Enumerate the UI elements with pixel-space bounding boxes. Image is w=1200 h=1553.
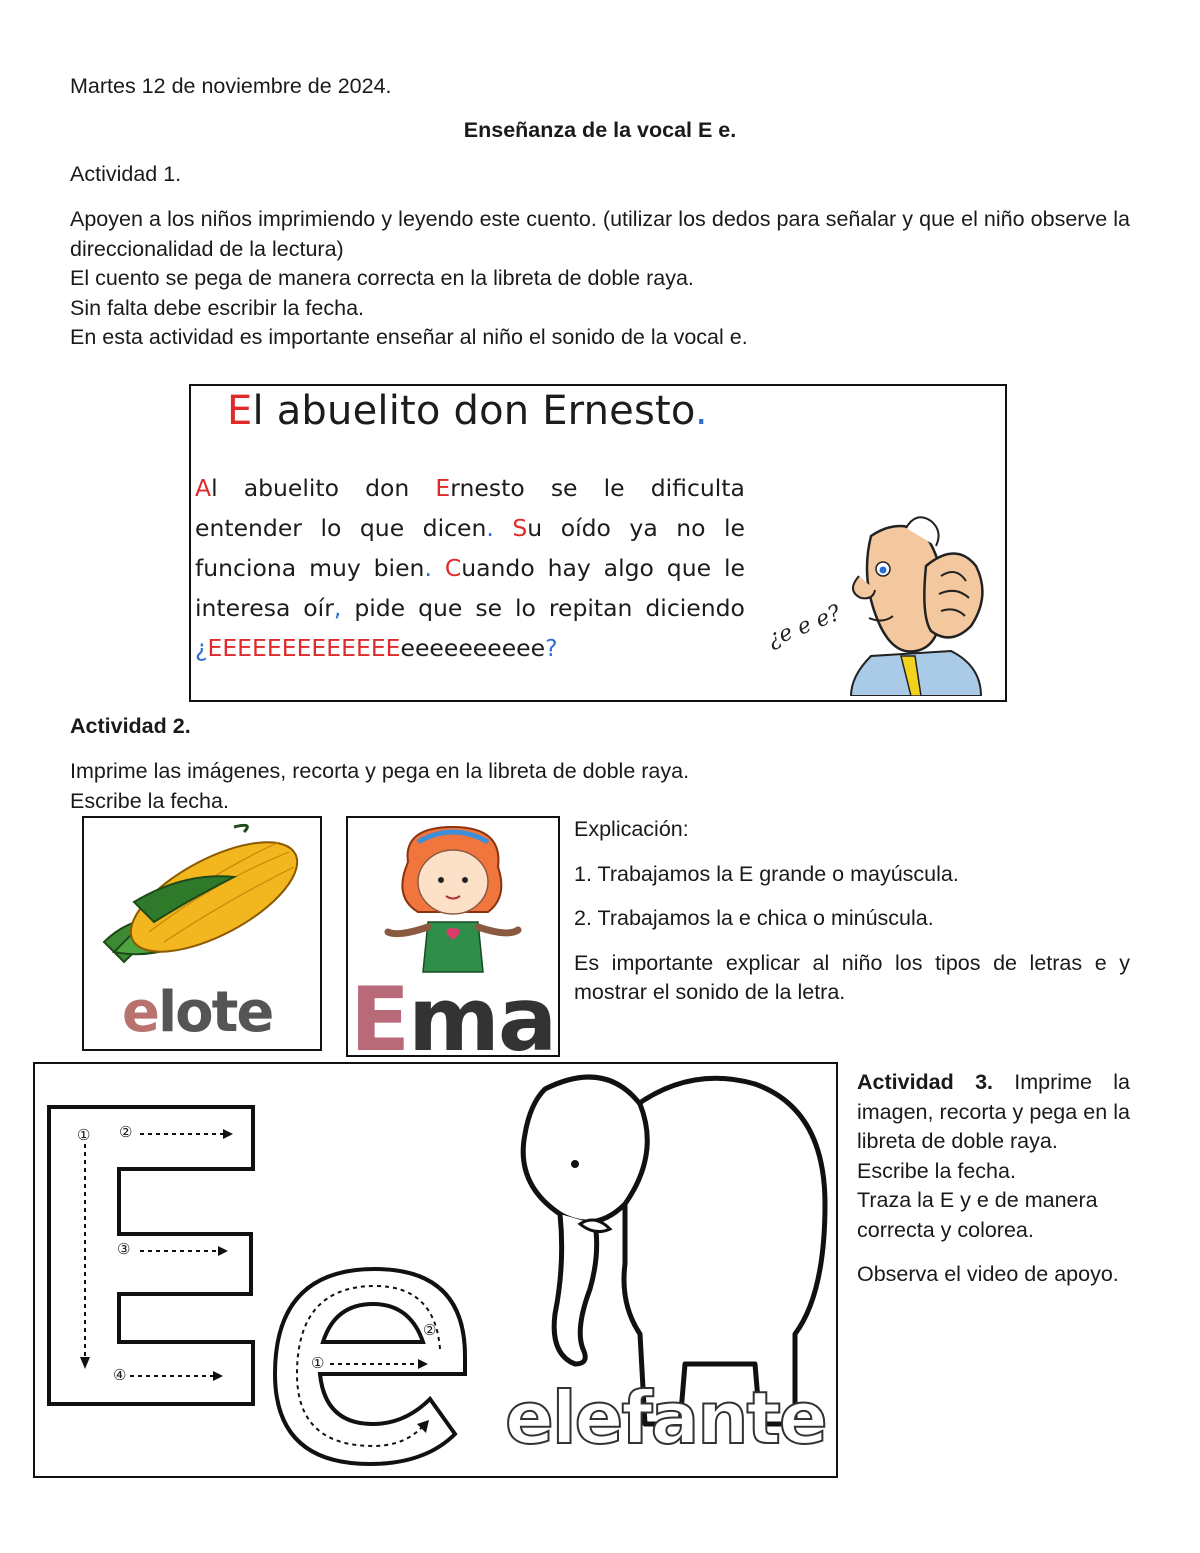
trace-number: ②: [119, 1124, 133, 1141]
ema-word: Ema: [350, 968, 556, 1057]
explanation-block: [574, 815, 1130, 1008]
trace-number: ①: [311, 1355, 325, 1372]
activity2-instructions: [70, 757, 689, 816]
story-line-5: ¿ EEEEEEEEEEEEE eeeeeeeeee ?: [195, 634, 558, 662]
activity3-intro: Actividad 3. Imprime la imagen, recorta y pega en la libreta de doble raya.: [857, 1070, 1130, 1153]
story-card: [189, 384, 1007, 702]
explanation-step: 1. Trabajamos la E grande o mayúscula.: [574, 861, 959, 886]
story-line-3: funciona muy bien. Cuando hay algo que le: [195, 554, 745, 582]
elote-word: elote: [122, 980, 273, 1045]
document-title: Enseñanza de la vocal E e.: [463, 118, 737, 142]
activity3-line: Escribe la fecha.: [857, 1158, 1016, 1183]
elote-card: [82, 816, 322, 1051]
story-title: El abuelito don Ernesto.: [227, 388, 708, 434]
story-line-1: Al abuelito don Ernesto se le dificulta: [195, 474, 745, 502]
activity2-line: Imprime las imágenes, recorta y pega en la libreta de doble raya.: [70, 759, 690, 783]
activity3-text: [857, 1068, 1130, 1290]
trace-number: ④: [113, 1367, 127, 1384]
activity2-line: Escribe la fecha.: [70, 788, 229, 813]
explanation-note: Es importante explicar al niño los tipos de letras e y mostrar el sonido de la letra.: [574, 950, 1130, 1004]
elefante-word: elefante: [505, 1376, 826, 1460]
activity1-line: El cuento se pega de manera correcta en la libreta de doble raya.: [70, 266, 694, 290]
story-line-2: entender lo que dicen. Su oído ya no le: [195, 514, 745, 542]
trace-number: ③: [117, 1241, 131, 1258]
activity3-line: Traza la E y e de manera correcta y colorea.: [857, 1188, 1098, 1242]
activity1-line: Apoyen a los niños imprimiendo y leyendo este cuento. (utilizar los dedos para señalar y que el niño observe la direccionalidad de la lectura): [70, 207, 1130, 261]
girl-illustration: [368, 822, 543, 977]
speech-text: ¿e e e?: [764, 600, 845, 653]
document-date: Martes 12 de noviembre de 2024.: [70, 74, 392, 98]
grandpa-illustration: [831, 506, 1001, 696]
tracing-card: [33, 1062, 838, 1478]
activity1-line: En esta actividad es importante enseñar al niño el sonido de la vocal e.: [70, 325, 748, 349]
activity1-label: Actividad 1.: [70, 162, 182, 186]
activity1-instructions: [70, 205, 1130, 353]
ema-card: [346, 816, 560, 1057]
story-text: [195, 468, 745, 668]
activity3-line: Observa el video de apoyo.: [857, 1262, 1119, 1286]
corn-illustration: [94, 822, 309, 972]
trace-number: ①: [77, 1127, 91, 1144]
explanation-step: 2. Trabajamos la e chica o minúscula.: [574, 906, 934, 930]
explanation-heading: Explicación:: [574, 817, 689, 841]
trace-number: ②: [423, 1322, 437, 1339]
story-line-4: interesa oír, pide que se lo repitan diciendo: [195, 594, 745, 622]
activity1-line: Sin falta debe escribir la fecha.: [70, 295, 364, 320]
activity2-label: Actividad 2.: [70, 714, 191, 738]
